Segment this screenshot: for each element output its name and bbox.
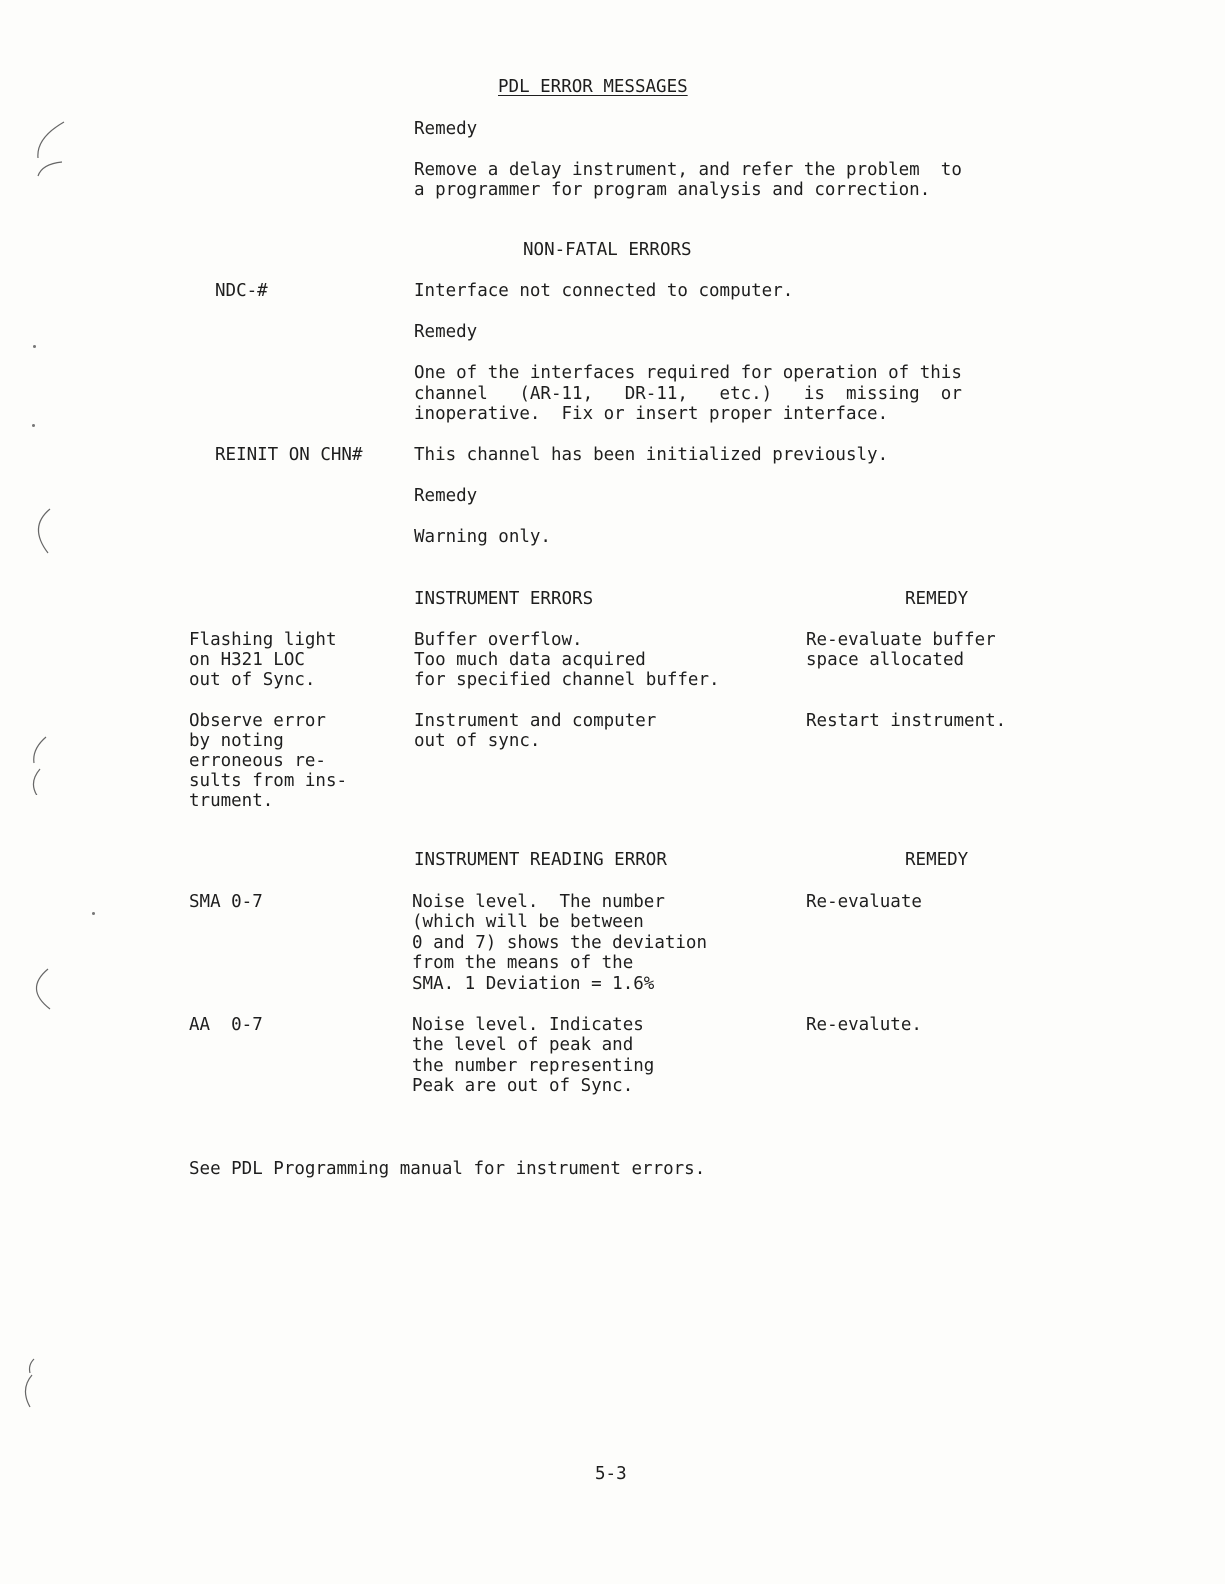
error-line: from the means of the <box>412 953 634 973</box>
remedy-text: Warning only. <box>414 527 551 547</box>
speck <box>33 345 36 348</box>
error-description: This channel has been initialized previously. <box>414 445 889 465</box>
section-heading-nonfatal: NON-FATAL ERRORS <box>523 240 692 260</box>
error-description: Interface not connected to computer. <box>414 281 794 301</box>
page-number: 5-3 <box>595 1464 627 1484</box>
error-line: out of sync. <box>414 731 541 751</box>
remedy-text-line: channel (AR-11, DR-11, etc.) is missing or <box>414 384 962 404</box>
symptom-line: Flashing light <box>189 630 337 650</box>
symptom-line: out of Sync. <box>189 670 316 690</box>
remedy-line: Re-evaluate buffer <box>806 630 996 650</box>
symptom-line: by noting <box>189 731 284 751</box>
remedy-line: Re-evalute. <box>806 1015 922 1035</box>
error-line: the number representing <box>412 1056 655 1076</box>
reading-code: SMA 0-7 <box>189 892 263 912</box>
error-line: Noise level. Indicates <box>412 1015 644 1035</box>
punch-hole-mark <box>28 118 68 178</box>
remedy-text-line: Remove a delay instrument, and refer the problem to <box>414 160 962 180</box>
punch-hole-mark <box>26 965 66 1025</box>
symptom-line: Observe error <box>189 711 326 731</box>
symptom-line: trument. <box>189 791 274 811</box>
section-heading-instrument-errors: INSTRUMENT ERRORS <box>414 589 594 609</box>
error-code: REINIT ON CHN# <box>215 445 363 465</box>
speck <box>92 912 95 915</box>
punch-hole-mark <box>26 735 66 795</box>
error-line: Noise level. The number <box>412 892 665 912</box>
error-line: (which will be between <box>412 912 644 932</box>
remedy-text-line: One of the interfaces required for operation of this <box>414 363 962 383</box>
error-line: Peak are out of Sync. <box>412 1076 634 1096</box>
reading-code: AA 0-7 <box>189 1015 263 1035</box>
remedy-line: Restart instrument. <box>806 711 1007 731</box>
remedy-label: Remedy <box>414 119 478 139</box>
symptom-line: erroneous re- <box>189 751 326 771</box>
error-line: Buffer overflow. <box>414 630 583 650</box>
error-line: SMA. 1 Deviation = 1.6% <box>412 974 655 994</box>
section-heading-reading-error: INSTRUMENT READING ERROR <box>414 850 667 870</box>
symptom-line: sults from ins- <box>189 771 348 791</box>
error-line: the level of peak and <box>412 1035 634 1055</box>
remedy-column-heading: REMEDY <box>905 850 969 870</box>
remedy-line: Re-evaluate <box>806 892 922 912</box>
punch-hole-mark <box>20 1355 60 1415</box>
footer-note: See PDL Programming manual for instrument errors. <box>189 1159 706 1179</box>
remedy-text-line: inoperative. Fix or insert proper interface. <box>414 404 889 424</box>
remedy-text-line: a programmer for program analysis and correction. <box>414 180 931 200</box>
remedy-column-heading: REMEDY <box>905 589 969 609</box>
punch-hole-mark <box>26 505 66 565</box>
error-line: for specified channel buffer. <box>414 670 720 690</box>
speck <box>32 424 35 427</box>
symptom-line: on H321 LOC <box>189 650 305 670</box>
error-line: 0 and 7) shows the deviation <box>412 933 708 953</box>
remedy-label: Remedy <box>414 486 478 506</box>
error-line: Too much data acquired <box>414 650 646 670</box>
page-title: PDL ERROR MESSAGES <box>498 77 688 97</box>
remedy-line: space allocated <box>806 650 965 670</box>
error-line: Instrument and computer <box>414 711 657 731</box>
remedy-label: Remedy <box>414 322 478 342</box>
error-code: NDC-# <box>215 281 268 301</box>
